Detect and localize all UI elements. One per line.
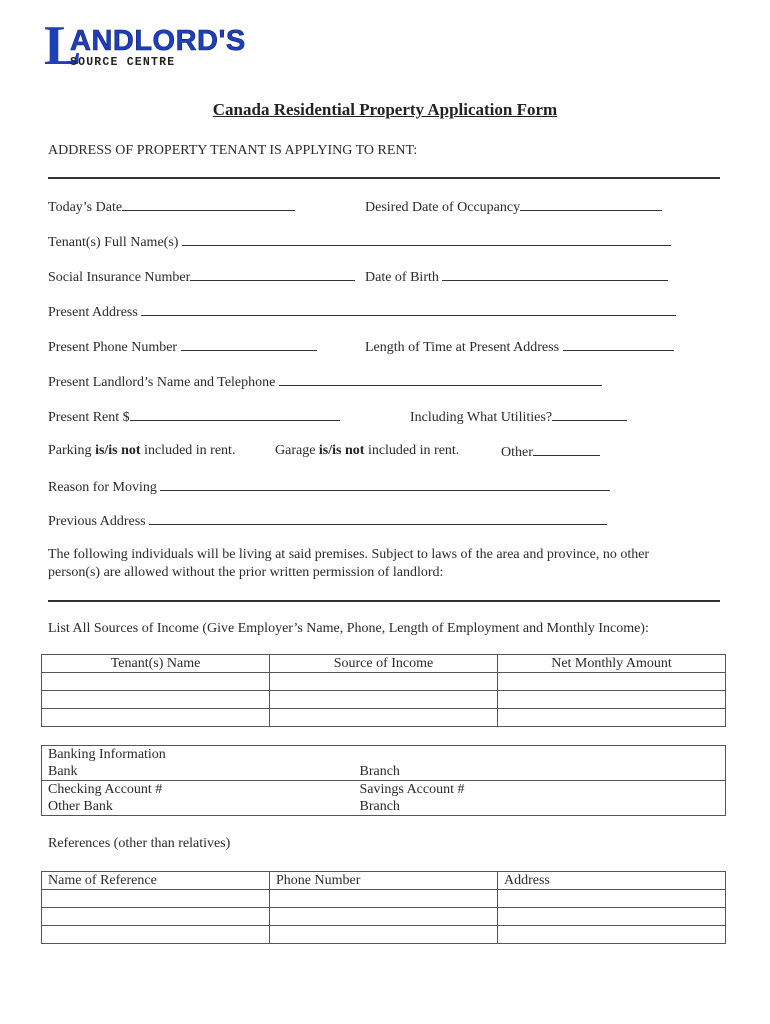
table-row	[42, 890, 726, 908]
table-row	[42, 763, 726, 781]
banking-title: Banking Information	[42, 746, 726, 764]
full-names-label: Tenant(s) Full Name(s)	[48, 235, 179, 250]
logo-text: ANDLORD'S	[70, 25, 246, 57]
logo-letter: L	[44, 15, 82, 77]
table-row	[42, 926, 726, 944]
rent-blank[interactable]	[130, 408, 340, 421]
length-time-blank[interactable]	[563, 338, 674, 351]
rent-field[interactable]	[48, 408, 340, 426]
table-row	[42, 798, 726, 816]
table-row	[42, 746, 726, 764]
dob-label: Date of Birth	[365, 270, 439, 285]
utilities-blank[interactable]	[552, 408, 627, 421]
landlord-label: Present Landlord’s Name and Telephone	[48, 375, 276, 390]
previous-label: Previous Address	[48, 514, 146, 529]
table-row	[42, 908, 726, 926]
present-address-field[interactable]	[48, 303, 676, 321]
garage-suffix: included in rent.	[364, 443, 460, 458]
table-cell[interactable]	[42, 709, 270, 727]
divider	[48, 177, 720, 179]
table-cell[interactable]	[42, 908, 270, 926]
checking-label[interactable]: Checking Account #	[42, 781, 354, 799]
banking-table	[41, 745, 726, 816]
table-cell[interactable]	[270, 709, 498, 727]
garage-label: Garage	[275, 443, 319, 458]
garage-option[interactable]: is/is not	[318, 443, 365, 458]
table-cell[interactable]	[42, 890, 270, 908]
table-cell[interactable]	[42, 673, 270, 691]
parking-text	[48, 443, 235, 459]
table-cell[interactable]	[498, 673, 726, 691]
parking-label: Parking	[48, 443, 96, 458]
other-bank-label[interactable]: Other Bank	[42, 798, 354, 816]
length-time-label: Length of Time at Present Address	[365, 340, 560, 355]
form-title: Canada Residential Property Application Form	[212, 100, 558, 119]
occupants-text-2: person(s) are allowed without the prior written permission of landlord:	[48, 565, 444, 580]
branch-label[interactable]: Branch	[354, 763, 726, 781]
references-heading: References (other than relatives)	[48, 836, 231, 851]
logo-subtitle: SOURCE CENTRE	[70, 56, 176, 69]
rent-label: Present Rent $	[48, 410, 130, 425]
table-header-row	[42, 655, 726, 673]
dob-field[interactable]	[365, 268, 668, 286]
reason-blank[interactable]	[160, 478, 610, 491]
full-names-blank[interactable]	[182, 233, 671, 246]
divider	[48, 600, 720, 602]
previous-blank[interactable]	[149, 512, 607, 525]
other-label: Other	[501, 445, 533, 460]
present-phone-label: Present Phone Number	[48, 340, 178, 355]
todays-date-blank[interactable]	[122, 198, 295, 211]
table-header: Net Monthly Amount	[498, 655, 726, 673]
other-blank[interactable]	[533, 443, 600, 456]
table-cell[interactable]	[498, 926, 726, 944]
table-row	[42, 709, 726, 727]
landlord-field[interactable]	[48, 373, 602, 391]
table-header: Address	[498, 872, 726, 890]
sin-label: Social Insurance Number	[48, 270, 191, 285]
todays-date-field[interactable]	[48, 198, 295, 216]
present-address-blank[interactable]	[141, 303, 676, 316]
table-cell[interactable]	[270, 890, 498, 908]
present-phone-blank[interactable]	[181, 338, 317, 351]
table-cell[interactable]	[270, 691, 498, 709]
table-cell[interactable]	[270, 908, 498, 926]
present-phone-field[interactable]	[48, 338, 317, 356]
address-heading: ADDRESS OF PROPERTY TENANT IS APPLYING TO RENT:	[48, 143, 418, 158]
branch-label[interactable]: Branch	[354, 798, 726, 816]
table-cell[interactable]	[498, 908, 726, 926]
desired-date-field[interactable]	[365, 198, 662, 216]
table-header: Source of Income	[270, 655, 498, 673]
occupants-text-1: The following individuals will be living at said premises. Subject to laws of the area and province, no other	[48, 547, 650, 562]
parking-suffix: included in rent.	[140, 443, 236, 458]
bank-label[interactable]: Bank	[42, 763, 354, 781]
table-cell[interactable]	[498, 691, 726, 709]
landlord-blank[interactable]	[279, 373, 602, 386]
table-header: Tenant(s) Name	[42, 655, 270, 673]
previous-field[interactable]	[48, 512, 607, 530]
income-table	[41, 654, 726, 727]
length-time-field[interactable]	[365, 338, 674, 356]
table-cell[interactable]	[270, 673, 498, 691]
table-header-row	[42, 872, 726, 890]
reason-field[interactable]	[48, 478, 610, 496]
table-cell[interactable]	[498, 890, 726, 908]
table-header: Name of Reference	[42, 872, 270, 890]
present-address-label: Present Address	[48, 305, 138, 320]
references-table	[41, 871, 726, 944]
other-field[interactable]	[501, 443, 600, 461]
desired-date-label: Desired Date of Occupancy	[365, 200, 521, 215]
table-row	[42, 781, 726, 799]
reason-label: Reason for Moving	[48, 480, 157, 495]
todays-date-label: Today’s Date	[48, 200, 123, 215]
utilities-field[interactable]	[410, 408, 627, 426]
utilities-label: Including What Utilities?	[410, 410, 553, 425]
sin-field[interactable]	[48, 268, 355, 286]
full-names-field[interactable]	[48, 233, 671, 251]
table-cell[interactable]	[42, 926, 270, 944]
table-row	[42, 691, 726, 709]
dob-blank[interactable]	[442, 268, 668, 281]
income-heading: List All Sources of Income (Give Employer’s Name, Phone, Length of Employment and Monthly Income):	[48, 621, 649, 636]
table-cell[interactable]	[498, 709, 726, 727]
garage-text	[275, 443, 459, 459]
table-cell[interactable]	[270, 926, 498, 944]
savings-label[interactable]: Savings Account #	[354, 781, 726, 799]
table-cell[interactable]	[42, 691, 270, 709]
parking-option[interactable]: is/is not	[95, 443, 141, 458]
table-header: Phone Number	[270, 872, 498, 890]
desired-date-blank[interactable]	[520, 198, 662, 211]
table-row	[42, 673, 726, 691]
landlords-source-centre-logo	[44, 15, 264, 77]
sin-blank[interactable]	[190, 268, 355, 281]
